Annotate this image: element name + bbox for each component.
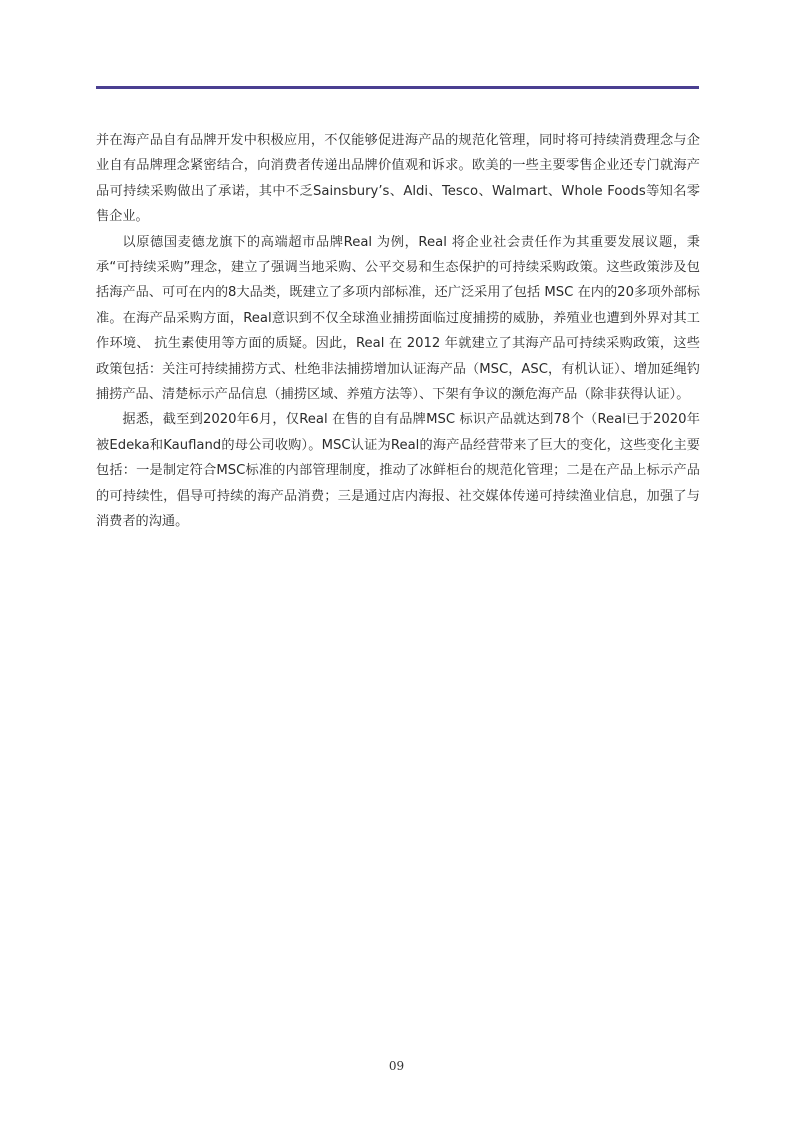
- paragraph-2: 以原德国麦德龙旗下的高端超市品牌Real 为例，Real 将企业社会责任作为其重要发展议题，秉承“可持续采购”理念，建立了强调当地采购、公平交易和生态保护的可持续采购政策。这些政策涉及包括海产品、可可在内的8大品类，既建立了多项内部标准，还广泛采用了包括 MSC 在内的20多项外部标准。在海产品采购方面，Real意识到不仅全球渔业捕捞面临过度捕捞的威胁，养殖业也遭到外界对其工作环境、 抗生素使用等方面的质疑。因此，Real 在 2012 年就建立了其海产品可持续采购政策，这些政策包括：关注可持续捕捞方式、杜绝非法捕捞增加认证海产品（MSC，ASC，有机认证）、增加延绳钓捕捞产品、清楚标示产品信息（捕捞区域、养殖方法等）、下架有争议的濒危海产品（除非获得认证）。: [96, 234, 700, 403]
- header-rule: [96, 86, 699, 89]
- paragraph-3: 据悉，截至到2020年6月，仅Real 在售的自有品牌MSC 标识产品就达到78个（Real已于2020年被Edeka和Kaufland的母公司收购）。MSC认证为Real的海产品经营带来了巨大的变化，这些变化主要包括：一是制定符合MSC标准的内部管理制度，推动了冰鲜柜台的规范化管理；二是在产品上标示产品的可持续性，倡导可持续的海产品消费；三是通过店内海报、社交媒体传递可持续渔业信息，加强了与消费者的沟通。: [96, 412, 700, 530]
- paragraph-1: 并在海产品自有品牌开发中积极应用，不仅能够促进海产品的规范化管理，同时将可持续消费理念与企业自有品牌理念紧密结合，向消费者传递出品牌价值观和诉求。欧美的一些主要零售企业还专门就海产品可持续采购做出了承诺，其中不乏Sainsbury’s、Aldi、Tesco、Walmart、Whole Foods等知名零售企业。: [96, 133, 700, 225]
- body-text: [96, 128, 700, 535]
- page-number: 09: [388, 1059, 405, 1073]
